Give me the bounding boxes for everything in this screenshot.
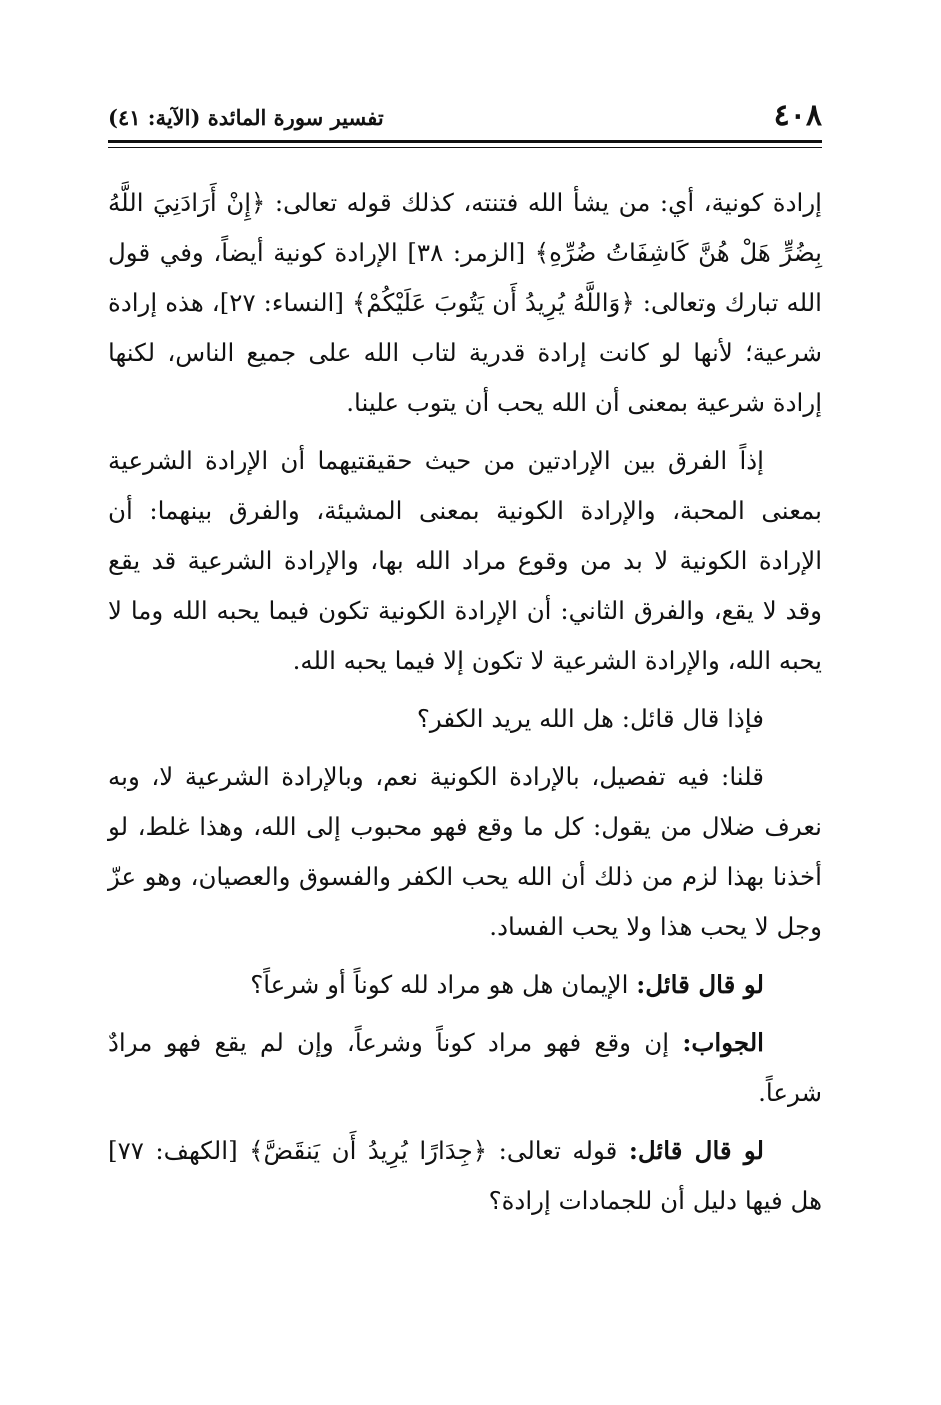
question-label: لو قال قائل: <box>628 1136 764 1165</box>
header-rule-thin <box>108 147 822 148</box>
paragraph <box>108 694 822 744</box>
quran-verse: ﴿وَاللَّهُ يُرِيدُ أَن يَتُوبَ عَلَيْكُمْ﴾ <box>351 288 635 317</box>
text-segment: قلنا: فيه تفصيل، بالإرادة الكونية نعم، وبالإرادة الشرعية لا، وبه نعرف ضلال من يقول: كل ما وقع فهو محبوب إلى الله، وهذا غلط، لو أخذنا بهذا لزم من ذلك أن الله يحب الكفر والفسوق والعصيان، وهو عزّ وجل لا يحب هذا ولا يحب الفساد. <box>108 762 822 941</box>
quran-verse: ﴿إِنْ أَرَادَنِيَ اللَّهُ بِضُرٍّ هَلْ هُنَّ كَاشِفَاتُ ضُرِّهِ﴾ <box>108 188 823 267</box>
quran-verse: ﴿جِدَارًا يُرِيدُ أَن يَنقَضَّ﴾ <box>249 1136 488 1165</box>
text-segment: الإيمان هل هو مراد لله كوناً أو شرعاً؟ <box>250 970 637 999</box>
text-segment: إرادة كونية، أي: من يشأ الله فتنته، كذلك قوله تعالى: <box>265 188 822 217</box>
paragraph <box>108 960 822 1010</box>
page-number: ٤٠٨ <box>773 98 822 133</box>
page-header <box>108 98 822 138</box>
body-text <box>108 178 822 1234</box>
text-segment: [الزمر: ٣٨] الإرادة كونية أيضاً، وفي قول الله تبارك وتعالى: <box>108 238 822 317</box>
question-label: لو قال قائل: <box>636 970 764 999</box>
paragraph <box>108 752 822 952</box>
text-segment: [الكهف: ٧٧] هل فيها دليل أن للجمادات إرادة؟ <box>108 1136 822 1215</box>
answer-label: الجواب: <box>682 1028 764 1057</box>
paragraph <box>108 178 822 428</box>
header-rule-thick <box>108 140 822 143</box>
text-segment: إن وقع فهو مراد كوناً وشرعاً، وإن لم يقع فهو مرادٌ شرعاً. <box>108 1028 822 1107</box>
running-title: تفسير سورة المائدة (الآية: ٤١) <box>108 105 384 130</box>
text-segment: قوله تعالى: <box>487 1136 629 1165</box>
paragraph <box>108 436 822 686</box>
paragraph <box>108 1126 822 1226</box>
text-segment: [النساء: ٢٧]، هذه إرادة شرعية؛ لأنها لو كانت إرادة قدرية لتاب الله على جميع الناس، لكنها إرادة شرعية بمعنى أن الله يحب أن يتوب علينا. <box>108 288 822 417</box>
paragraph <box>108 1018 822 1118</box>
text-segment: فإذا قال قائل: هل الله يريد الكفر؟ <box>416 704 764 733</box>
text-segment: إذاً الفرق بين الإرادتين من حيث حقيقتيهما أن الإرادة الشرعية بمعنى المحبة، والإرادة الكونية بمعنى المشيئة، والفرق بينهما: أن الإرادة الكونية لا بد من وقوع مراد الله بها، والإرادة الشرعية قد يقع وقد لا يقع، والفرق الثاني: أن الإرادة الكونية تكون فيما يحبه الله وما لا يحبه الله، والإرادة الشرعية لا تكون إلا فيما يحبه الله. <box>108 446 822 675</box>
